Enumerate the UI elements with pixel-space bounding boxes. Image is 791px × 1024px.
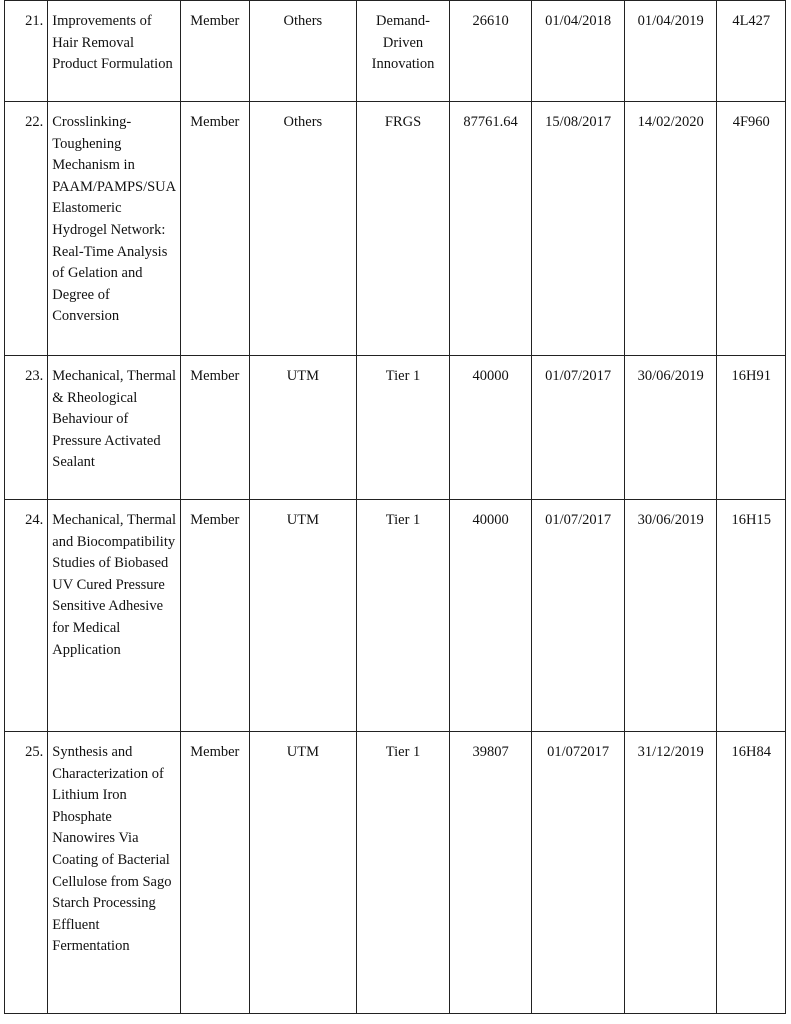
start-date-cell: 15/08/2017 [532, 102, 625, 356]
project-code-cell: 16H91 [717, 356, 786, 500]
table-row [5, 1, 786, 102]
row-number: 23. [5, 356, 48, 500]
project-code-cell: 16H84 [717, 732, 786, 1014]
end-date-cell: 01/04/2019 [624, 1, 717, 102]
grants-table [4, 0, 786, 1014]
end-date-cell: 30/06/2019 [624, 500, 717, 732]
table-row [5, 102, 786, 356]
project-code-cell: 4F960 [717, 102, 786, 356]
end-date-cell: 31/12/2019 [624, 732, 717, 1014]
table-row [5, 732, 786, 1014]
row-number: 22. [5, 102, 48, 356]
amount-cell: 40000 [449, 356, 532, 500]
project-title: Crosslinking-Toughening Mechanism in PAAM/PAMPS/SUA Elastomeric Hydrogel Network: Real-Time Analysis of Gelation and Degree of Conversion [48, 102, 181, 356]
start-date-cell: 01/04/2018 [532, 1, 625, 102]
project-code-cell: 16H15 [717, 500, 786, 732]
table-row [5, 356, 786, 500]
source-cell: UTM [249, 356, 357, 500]
source-cell: Others [249, 102, 357, 356]
scheme-cell: Tier 1 [357, 732, 450, 1014]
start-date-cell: 01/07/2017 [532, 500, 625, 732]
amount-cell: 87761.64 [449, 102, 532, 356]
project-title: Mechanical, Thermal & Rheological Behaviour of Pressure Activated Sealant [48, 356, 181, 500]
grants-document [4, 0, 786, 1014]
start-date-cell: 01/072017 [532, 732, 625, 1014]
role-cell: Member [181, 356, 249, 500]
end-date-cell: 30/06/2019 [624, 356, 717, 500]
project-title: Improvements of Hair Removal Product Formulation [48, 1, 181, 102]
row-number: 21. [5, 1, 48, 102]
scheme-cell: Tier 1 [357, 356, 450, 500]
role-cell: Member [181, 500, 249, 732]
source-cell: UTM [249, 500, 357, 732]
role-cell: Member [181, 732, 249, 1014]
source-cell: UTM [249, 732, 357, 1014]
amount-cell: 39807 [449, 732, 532, 1014]
end-date-cell: 14/02/2020 [624, 102, 717, 356]
table-row [5, 500, 786, 732]
scheme-cell: FRGS [357, 102, 450, 356]
amount-cell: 40000 [449, 500, 532, 732]
amount-cell: 26610 [449, 1, 532, 102]
role-cell: Member [181, 1, 249, 102]
project-title: Mechanical, Thermal and Biocompatibility Studies of Biobased UV Cured Pressure Sensitive Adhesive for Medical Application [48, 500, 181, 732]
row-number: 24. [5, 500, 48, 732]
project-code-cell: 4L427 [717, 1, 786, 102]
role-cell: Member [181, 102, 249, 356]
scheme-cell: Demand-Driven Innovation [357, 1, 450, 102]
source-cell: Others [249, 1, 357, 102]
scheme-cell: Tier 1 [357, 500, 450, 732]
project-title: Synthesis and Characterization of Lithium Iron Phosphate Nanowires Via Coating of Bacterial Cellulose from Sago Starch Processing Effluent Fermentation [48, 732, 181, 1014]
row-number: 25. [5, 732, 48, 1014]
start-date-cell: 01/07/2017 [532, 356, 625, 500]
